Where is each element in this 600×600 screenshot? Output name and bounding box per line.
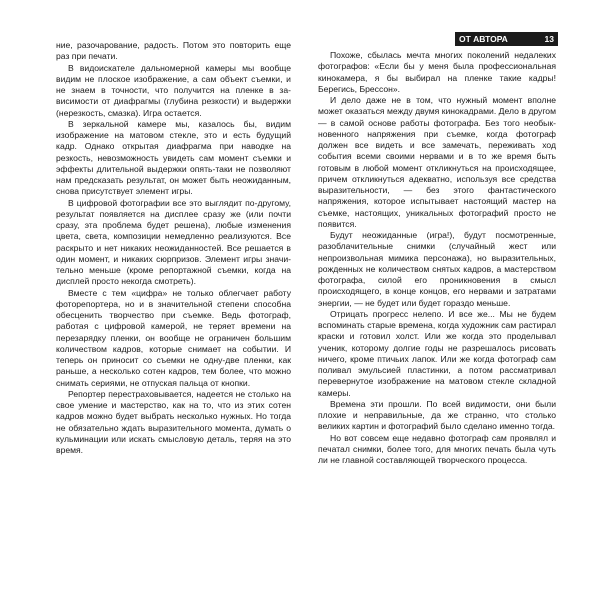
left-text-column (56, 40, 291, 456)
running-header (455, 32, 558, 46)
paragraph: В цифровой фотографии все это выглядит по-другому, результат появляется на дисплее сразу же (или почти сразу, эта проблема будет решена), любые изменения цвета, света, композиции немедленно реализуются. Все раскрыто и нет никаких неожиданностей. Все решается в один момент, и никаких сюрпризов. Элемент игры значительно меньше (кроме репортажной съемки, когда на дисплей просто некогда смотреть). (56, 197, 291, 287)
paragraph: Вместе с тем «цифра» не только облегчает работу фоторепортера, но и в значительной степени способна обесценить творчество при съемке. Ведь фотограф, работая с цифровой камерой, не теряет времени на перезарядку пленки, он вообще не ограничен большим количеством кадров, которые снимает на событии. И теперь он приносит со съемки не одну-две пленки, как раньше, а несколько сотен кадров, тем более, что можно снимать сериями, не отпуская пальца от кнопки. (56, 287, 291, 388)
section-title: ОТ АВТОРА (459, 34, 508, 44)
paragraph: Репортер перестраховывается, надеется не столько на свое умение и мастерство, как на то, что из этих сотен кадров можно будет выбрать несколько нужных. Но тогда не обязательно ждать выразительного момента, думать о кульминации или искать смысловую деталь, теряя на это время. (56, 388, 291, 455)
paragraph: Отрицать прогресс нелепо. И все же... Мы не будем вспоминать старые времена, когда художник сам растирал краски и готовил холст. Или же когда это проделывал ученик, которому долгие годы не разрешалось рисовать ничего, кроме птичьих лапок. Или же когда фотограф сам поливал эмульсией пластинки, а потом рассматривал перевернутое изображение на матовом стекле складной камеры. (318, 308, 556, 398)
paragraph: Будут неожиданные (игра!), будут посмотренные, разоблачительные снимки (случайный жест или непроизвольная мимика персонажа), но выразительных, рожденных не количеством снятых кадров, а мастерством фотографа, силой его проникновения в смысл происходящего, в конце концов, его нервами и затратами энергии, — не будет или будет гораздо меньше. (318, 230, 556, 308)
paragraph: ние, разочарование, радость. Потом это повторить еще раз при печати. (56, 40, 291, 62)
paragraph: Времена эти прошли. По всей видимости, они были плохие и неправильные, да же странно, что столько великих картин и фотографий было сделано именно тогда. (318, 398, 556, 432)
paragraph: И дело даже не в том, что нужный момент вполне может оказаться между двумя кинокадрами. Дело в другом — в самой основе работы фотографа. Без того необыкновенного напряжения при съемке, когда фотограф должен все видеть и все замечать, переживать ход события всеми своими нервами и в то же время быть готовым в любой момент откликнуться на происходящее, причем откликнуться адекватно, используя все средства выразительности, — без этого фантастического напряжения, которое испытывает настоящий мастер на съемке, настоящих, уникальных фотографий просто не появится. (318, 95, 556, 229)
paragraph: Похоже, сбылась мечта многих поколений недалеких фотографов: «Если бы у меня была профессиональная кинокамера, я бы выбирал на пленке такие кадры! Берегись, Брессон». (318, 50, 556, 94)
paragraph: Но вот совсем еще недавно фотограф сам проявлял и печатал снимки, более того, для многих печать была чуть ли не главной составляющей творческого процесса. (318, 432, 556, 465)
right-text-column (318, 50, 556, 466)
page-number: 13 (544, 34, 554, 44)
paragraph: В зеркальной камере мы, казалось бы, видим изображение на матовом стекле, это и есть будущий кадр. Однако открытая диафрагма при наводке на резкость, невозможность увидеть сам момент съемки и эффекты длительной выдержки опять-таки не позволяют нам предсказать результат, он может быть неожиданным, снова присутствует элемент игры. (56, 118, 291, 197)
paragraph: В видоискателе дальномерной камеры мы вообще видим не плоское изображение, а сам объект съемки, и не знаем в точности, что получится на пленке в зависимости от диафрагмы (глубина резкости) и выдержки (нерезкость, смазка). Игра остается. (56, 62, 291, 118)
